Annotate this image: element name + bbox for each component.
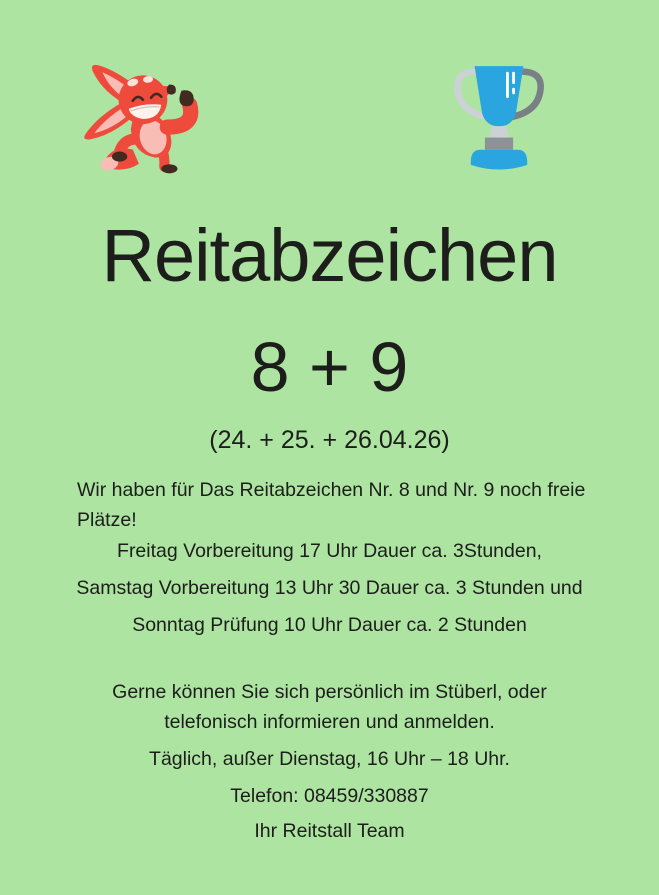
opening-hours-text: Täglich, außer Dienstag, 16 Uhr – 18 Uhr. <box>149 748 510 770</box>
schedule-list <box>0 540 659 651</box>
intro-text: Wir haben für Das Reitabzeichen Nr. 8 und Nr. 9 noch freie Plätze! <box>77 479 586 531</box>
fox-mascot-icon <box>80 52 212 184</box>
trophy-icon <box>452 56 546 174</box>
schedule-item-samstag: Samstag Vorbereitung 13 Uhr 30 Dauer ca. 3 Stunden und <box>76 577 583 599</box>
contact-info-text: Gerne können Sie sich persönlich im Stüberl, oder telefonisch informieren und anmelden. <box>112 681 547 733</box>
date-line: (24. + 25. + 26.04.26) <box>209 426 450 454</box>
signature-text: Ihr Reitstall Team <box>254 820 405 842</box>
phone-number-text: Telefon: 08459/330887 <box>230 785 429 807</box>
schedule-item-freitag: Freitag Vorbereitung 17 Uhr Dauer ca. 3Stunden, <box>117 540 542 562</box>
schedule-item-sonntag: Sonntag Prüfung 10 Uhr Dauer ca. 2 Stunden <box>132 614 527 636</box>
page-title: Reitabzeichen <box>101 214 558 297</box>
badge-numbers: 8 + 9 <box>250 328 409 406</box>
